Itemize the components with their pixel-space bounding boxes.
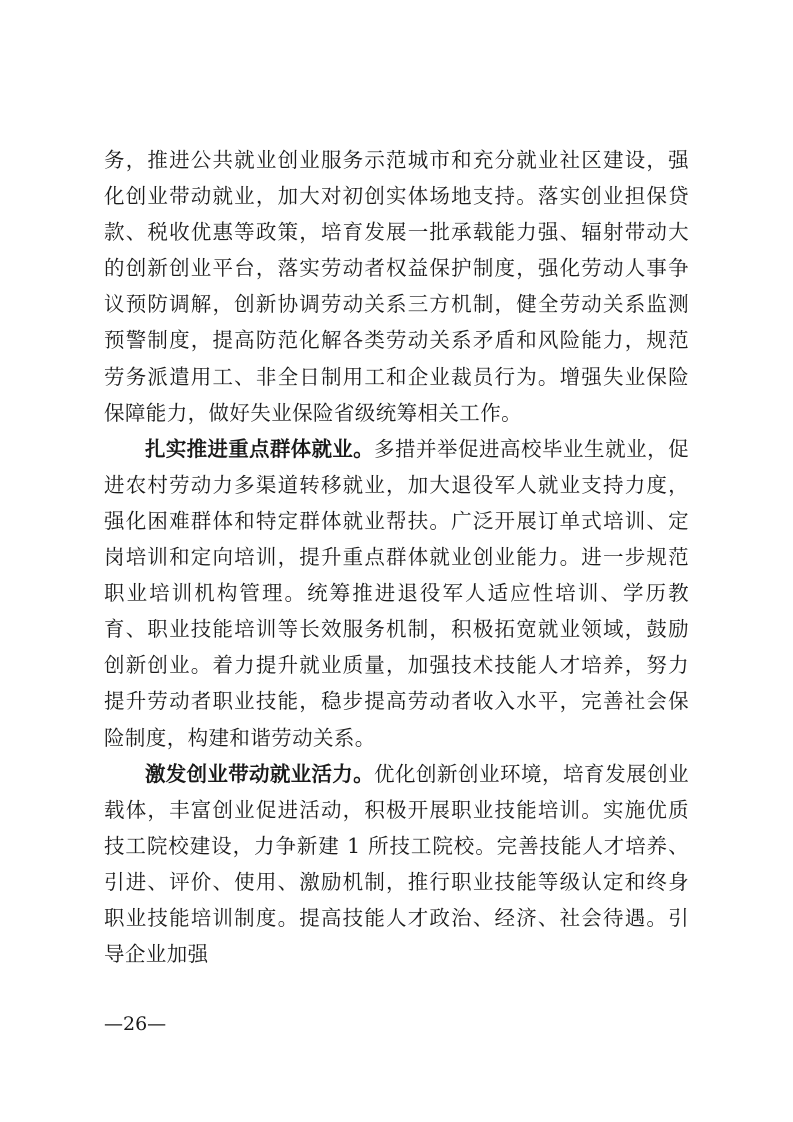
paragraph-2-heading: 扎实推进重点群体就业。 [145,436,374,461]
paragraph-3-text: 优化创新创业环境，培育发展创业载体，丰富创业促进活动，积极开展职业技能培训。实施优质技工院校建设，力争新建 1 所技工院校。完善技能人才培养、引进、评价、使用、激励机制，推行职业技能等级认定和终身职业技能培训制度。提高技能人才政治、经济、社会待遇。引导企业加强 [104,761,690,967]
paragraph-2-text: 多措并举促进高校毕业生就业，促进农村劳动力多渠道转移就业，加大退役军人就业支持力度，强化困难群体和特定群体就业帮扶。广泛开展订单式培训、定岗培训和定向培训，提升重点群体就业创业能力。进一步规范职业培训机构管理。统筹推进退役军人适应性培训、学历教育、职业技能培训等长效服务机制，积极拓宽就业领域，鼓励创新创业。着力提升就业质量，加强技术技能人才培养，努力提升劳动者职业技能，稳步提高劳动者收入水平，完善社会保险制度，构建和谐劳动关系。 [104,436,690,750]
paragraph-1-text: 务，推进公共就业创业服务示范城市和充分就业社区建设，强化创业带动就业，加大对初创实体场地支持。落实创业担保贷款、税收优惠等政策，培育发展一批承载能力强、辐射带动大的创新创业平台，落实劳动者权益保护制度，强化劳动人事争议预防调解，创新协调劳动关系三方机制，健全劳动关系监测预警制度，提高防范化解各类劳动关系矛盾和风险能力，规范劳务派遣用工、非全日制用工和企业裁员行为。增强失业保险保障能力，做好失业保险省级统筹相关工作。 [104,148,689,425]
paragraph-3 [104,756,689,973]
document-body [104,142,689,972]
page-number: —26— [104,1013,167,1035]
paragraph-1 [104,142,689,431]
paragraph-3-heading: 激发创业带动就业活力。 [145,761,374,786]
paragraph-2 [104,431,689,756]
